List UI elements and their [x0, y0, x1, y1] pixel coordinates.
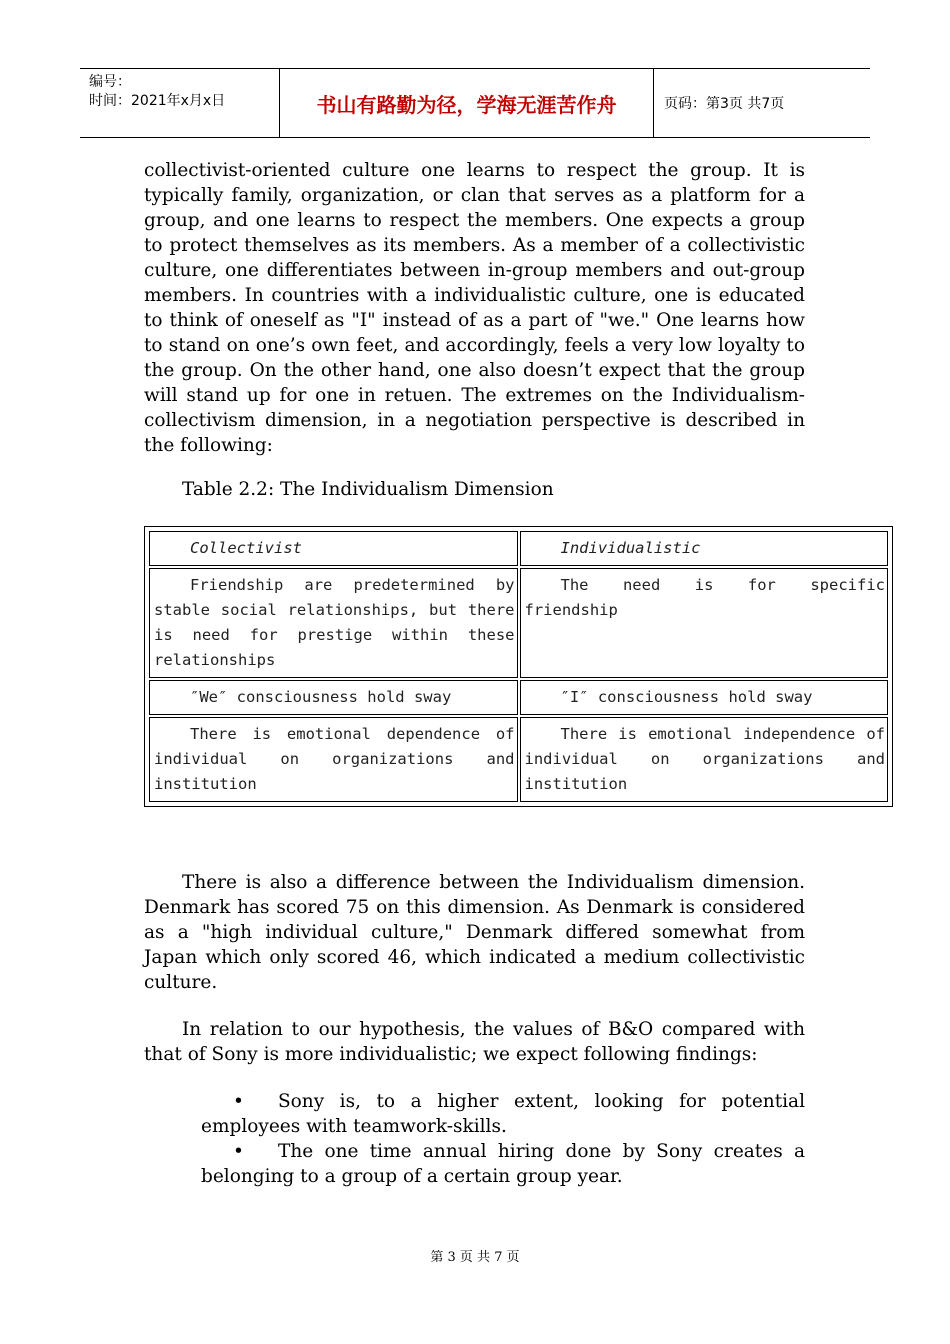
body-paragraph-1: collectivist-oriented culture one learns to respect the group. It is typically family, organization, or clan that serves as a platform for a group, and one learns to respect the members. One expects a group to protect themselves as its members. As a member of a collectivistic culture, one differentiates between in-group members and out-group members. In countries with a individualistic culture, one is educated to think of oneself as "I" instead of as a part of "we." One learns how to stand on one’s own feet, and accordingly, feels a very low loyalty to the group. On the other hand, one also doesn’t expect that the group will stand up for one in retuen. The extremes on the Individualism-collectivism dimension, in a negotiation perspective is described in the following:	[144, 160, 805, 456]
list-item-text: The one time annual hiring done by Sony creates a belonging to a group of a certain group year.	[201, 1141, 805, 1187]
list-item	[201, 1089, 805, 1139]
table-header-collectivist: Collectivist	[149, 531, 518, 566]
body-paragraph-2: There is also a difference between the Individualism dimension. Denmark has scored 75 on this dimension. As Denmark is considered as a "high individual culture," Denmark differed somewhat from Japan which only scored 46, which indicated a medium collectivistic culture.	[144, 872, 805, 993]
table-row	[149, 717, 888, 802]
header-motto: 书山有路勤为径，学海无涯苦作舟	[280, 69, 654, 137]
cell-text: ″We″ consciousness hold sway	[190, 688, 452, 706]
table-row	[149, 568, 888, 678]
table-cell	[149, 680, 518, 715]
bullet-icon: •	[233, 1091, 244, 1112]
bullet-icon: •	[233, 1141, 244, 1162]
header-page-info: 页码：第3页 共7页	[664, 96, 785, 112]
header-meta	[80, 69, 280, 137]
body-paragraph-3: In relation to our hypothesis, the values of B&O compared with that of Sony is more individualistic; we expect following findings:	[144, 1019, 805, 1065]
table-header-row	[149, 531, 888, 566]
table-cell	[520, 568, 889, 678]
table-cell	[520, 680, 889, 715]
table-header-individualistic: Individualistic	[520, 531, 889, 566]
cell-text: The need is for specific friendship	[524, 576, 885, 619]
list-item-text: Sony is, to a higher extent, looking for potential employees with teamwork-skills.	[201, 1091, 805, 1137]
cell-text: There is emotional independence of individual on organizations and institution	[524, 725, 885, 793]
page-footer: 第 3 页 共 7 页	[430, 1250, 520, 1265]
table-row	[149, 680, 888, 715]
findings-list	[201, 1089, 805, 1189]
page-header	[80, 68, 870, 138]
table-cell	[149, 717, 518, 802]
table-caption: Table 2.2: The Individualism Dimension	[182, 479, 554, 500]
cell-text: There is emotional dependence of individual on organizations and institution	[154, 725, 515, 793]
table-cell	[149, 568, 518, 678]
document-time-label: 时间：2021年x月x日	[89, 93, 226, 109]
document-number-label: 编号：	[89, 74, 131, 90]
cell-text: ″I″ consciousness hold sway	[560, 688, 813, 706]
list-item	[201, 1139, 805, 1189]
individualism-table	[144, 526, 893, 807]
table-cell	[520, 717, 889, 802]
cell-text: Friendship are predetermined by stable social relationships, but there is need for prestige within these relationships	[154, 576, 515, 669]
